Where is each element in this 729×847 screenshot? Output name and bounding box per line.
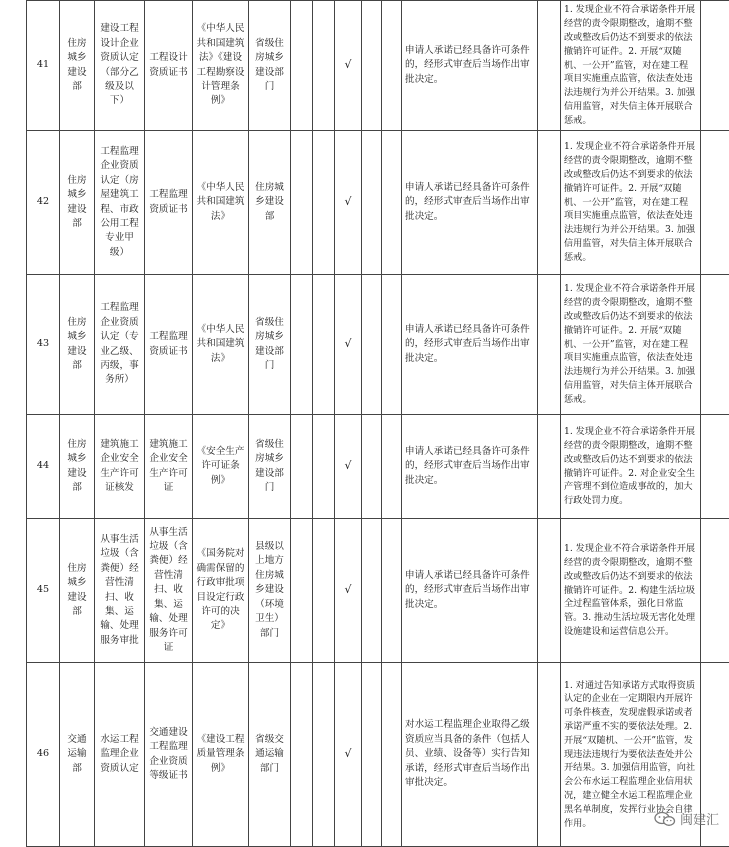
department-cell: 住房城乡建设部	[60, 275, 95, 415]
condition-cell: 申请人承诺已经具备许可条件的，经形式审查后当场作出审批决定。	[402, 131, 538, 275]
department-cell: 住房城乡建设部	[60, 131, 95, 275]
empty-cell	[701, 275, 729, 415]
empty-cell	[382, 519, 402, 663]
check-mark-cell: √	[335, 131, 362, 275]
wechat-icon	[654, 811, 676, 827]
permit-item-cell: 建筑施工企业安全生产许可证核发	[95, 415, 145, 519]
certificate-cell: 交通建设工程监理企业资质等级证书	[145, 663, 193, 847]
row-number: 41	[27, 1, 60, 131]
check-mark-cell: √	[335, 275, 362, 415]
empty-cell	[291, 275, 313, 415]
table-row	[27, 663, 729, 847]
empty-cell	[382, 1, 402, 131]
empty-cell	[382, 131, 402, 275]
empty-cell	[382, 275, 402, 415]
permit-item-cell: 水运工程监理企业资质认定	[95, 663, 145, 847]
empty-cell	[382, 415, 402, 519]
empty-cell	[291, 131, 313, 275]
empty-cell	[313, 519, 335, 663]
condition-cell: 申请人承诺已经具备许可条件的，经形式审查后当场作出审批决定。	[402, 519, 538, 663]
empty-cell	[382, 663, 402, 847]
empty-cell	[538, 415, 561, 519]
table-row	[27, 519, 729, 663]
empty-cell	[701, 1, 729, 131]
empty-cell	[313, 415, 335, 519]
approval-authority-cell: 县级以上地方住房城乡建设（环境卫生）部门	[249, 519, 291, 663]
empty-cell	[701, 519, 729, 663]
empty-cell	[362, 519, 382, 663]
empty-cell	[291, 663, 313, 847]
legal-basis-cell: 《中华人民共和国建筑法》《建设工程勘察设计管理条例》	[193, 1, 249, 131]
permit-table	[26, 0, 729, 847]
check-mark-cell: √	[335, 663, 362, 847]
condition-cell: 申请人承诺已经具备许可条件的，经形式审查后当场作出审批决定。	[402, 275, 538, 415]
empty-cell	[538, 275, 561, 415]
empty-cell	[313, 131, 335, 275]
permit-item-cell: 工程监理企业资质认定（房屋建筑工程、市政公用工程专业甲级）	[95, 131, 145, 275]
empty-cell	[362, 663, 382, 847]
legal-basis-cell: 《中华人民共和国建筑法》	[193, 131, 249, 275]
permit-item-cell: 建设工程设计企业资质认定（部分乙级及以下）	[95, 1, 145, 131]
approval-authority-cell: 省级住房城乡建设部门	[249, 275, 291, 415]
empty-cell	[291, 1, 313, 131]
department-cell: 交通运输部	[60, 663, 95, 847]
supervision-measure-cell: 1. 发现企业不符合承诺条件开展经营的责令限期整改，逾期不整改或整改后仍达不到要求的依法撤销许可证件。2. 开展“双随机、一公开”监管，对在建工程项目实施重点监管，依法查处违法违规行为并公开结果。3. 加强信用监管，对失信主体开展联合惩戒。	[561, 275, 701, 415]
department-cell: 住房城乡建设部	[60, 519, 95, 663]
supervision-measure-cell: 1. 发现企业不符合承诺条件开展经营的责令限期整改，逾期不整改或整改后仍达不到要求的依法撤销许可证件。2. 构建生活垃圾全过程监管体系，强化日常监管。3. 推动生活垃圾无害化处理设施建设和运营信息公开。	[561, 519, 701, 663]
empty-cell	[313, 663, 335, 847]
watermark-text: 闽建汇	[680, 809, 719, 828]
empty-cell	[313, 275, 335, 415]
empty-cell	[538, 519, 561, 663]
condition-cell: 申请人承诺已经具备许可条件的，经形式审查后当场作出审批决定。	[402, 415, 538, 519]
condition-cell: 对水运工程监理企业取得乙级资质应当具备的条件（包括人员、业绩、设备等）实行告知承诺，经形式审查后当场作出审批决定。	[402, 663, 538, 847]
approval-authority-cell: 省级交通运输部门	[249, 663, 291, 847]
row-number: 43	[27, 275, 60, 415]
table-row	[27, 131, 729, 275]
empty-cell	[538, 663, 561, 847]
supervision-measure-cell: 1. 发现企业不符合承诺条件开展经营的责令限期整改，逾期不整改或整改后仍达不到要求的依法撤销许可证件。2. 对企业安全生产管理不到位造成事故的，加大行政处罚力度。	[561, 415, 701, 519]
approval-authority-cell: 省级住房城乡建设部门	[249, 415, 291, 519]
row-number: 46	[27, 663, 60, 847]
empty-cell	[538, 1, 561, 131]
empty-cell	[291, 519, 313, 663]
legal-basis-cell: 《国务院对确需保留的行政审批项目设定行政许可的决定》	[193, 519, 249, 663]
certificate-cell: 建筑施工企业安全生产许可证	[145, 415, 193, 519]
empty-cell	[362, 131, 382, 275]
certificate-cell: 工程监理资质证书	[145, 275, 193, 415]
approval-authority-cell: 省级住房城乡建设部门	[249, 1, 291, 131]
watermark	[654, 809, 719, 828]
certificate-cell: 工程监理资质证书	[145, 131, 193, 275]
supervision-measure-cell: 1. 发现企业不符合承诺条件开展经营的责令限期整改，逾期不整改或整改后仍达不到要求的依法撤销许可证件。2. 开展“双随机、一公开”监管，对在建工程项目实施重点监管，依法查处违法违规行为并公开结果。3. 加强信用监管，对失信主体开展联合惩戒。	[561, 1, 701, 131]
condition-cell: 申请人承诺已经具备许可条件的，经形式审查后当场作出审批决定。	[402, 1, 538, 131]
certificate-cell: 工程设计资质证书	[145, 1, 193, 131]
empty-cell	[701, 415, 729, 519]
empty-cell	[313, 1, 335, 131]
table-row	[27, 1, 729, 131]
legal-basis-cell: 《建设工程质量管理条例》	[193, 663, 249, 847]
row-number: 44	[27, 415, 60, 519]
supervision-measure-cell: 1. 对通过告知承诺方式取得资质认定的企业在一定期限内开展许可条件核查，发现虚假承诺或者承诺严重不实的要依法处理。2. 开展“双随机、一公开”监管，发现违法违规行为要依法查处并公开结果。3. 加强信用监管，向社会公布水运工程监理企业信用状况，建立健全水运工程监理企业黑名单制度，发挥行业协会自律作用。	[561, 663, 701, 847]
check-mark-cell: √	[335, 1, 362, 131]
table-row	[27, 275, 729, 415]
legal-basis-cell: 《安全生产许可证条例》	[193, 415, 249, 519]
approval-authority-cell: 住房城乡建设部	[249, 131, 291, 275]
check-mark-cell: √	[335, 415, 362, 519]
empty-cell	[362, 1, 382, 131]
department-cell: 住房城乡建设部	[60, 1, 95, 131]
empty-cell	[362, 275, 382, 415]
permit-item-cell: 从事生活垃圾（含粪便）经营性清扫、收集、运输、处理服务审批	[95, 519, 145, 663]
permit-item-cell: 工程监理企业资质认定（专业乙级、丙级，事务所）	[95, 275, 145, 415]
empty-cell	[538, 131, 561, 275]
empty-cell	[362, 415, 382, 519]
supervision-measure-cell: 1. 发现企业不符合承诺条件开展经营的责令限期整改，逾期不整改或整改后仍达不到要求的依法撤销许可证件。2. 开展“双随机、一公开”监管，对在建工程项目实施重点监管，依法查处违法违规行为并公开结果。3. 加强信用监管，对失信主体开展联合惩戒。	[561, 131, 701, 275]
certificate-cell: 从事生活垃圾（含粪便）经营性清扫、收集、运输、处理服务许可证	[145, 519, 193, 663]
row-number: 42	[27, 131, 60, 275]
legal-basis-cell: 《中华人民共和国建筑法》	[193, 275, 249, 415]
empty-cell	[291, 415, 313, 519]
table-row	[27, 415, 729, 519]
department-cell: 住房城乡建设部	[60, 415, 95, 519]
row-number: 45	[27, 519, 60, 663]
check-mark-cell: √	[335, 519, 362, 663]
empty-cell	[701, 131, 729, 275]
